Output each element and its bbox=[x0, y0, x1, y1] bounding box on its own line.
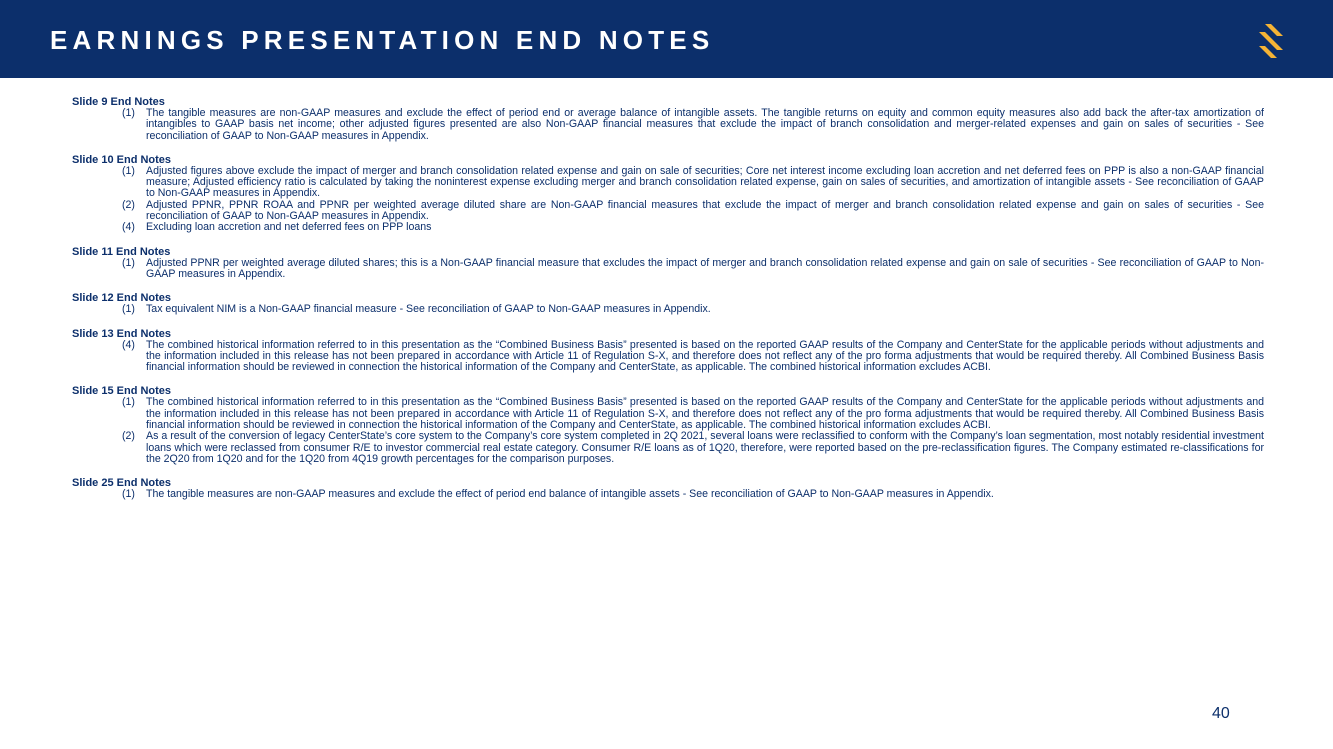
note-number: (2) bbox=[122, 430, 135, 443]
end-notes-section bbox=[72, 385, 1264, 465]
note-number: (1) bbox=[122, 164, 135, 177]
end-notes-section bbox=[72, 246, 1264, 281]
end-note bbox=[72, 166, 1264, 200]
note-text: The combined historical information referred to in this presentation as the “Combined Business Basis” presented is based on the reported GAAP results of the Company and CenterState for the applicable periods without adjustments and the information included in this release has not been prepared in accordance with Article 11 of Regulation S-X, and therefore does not reflect any of the pro forma adjustments that would be required thereby. All Combined Business Basis financial information should be reviewed in connection the historical information of the Company and CenterState, as applicable. The combined historical information excludes ACBI. bbox=[146, 338, 1264, 374]
end-note bbox=[72, 200, 1264, 223]
end-note bbox=[72, 489, 1264, 500]
note-number: (1) bbox=[122, 303, 135, 316]
end-note bbox=[72, 222, 1264, 233]
note-text: Adjusted PPNR per weighted average diluted shares; this is a Non-GAAP financial measure that excludes the impact of merger and branch consolidation related expense and gain on sale of securities - See reconciliation of GAAP to Non-GAAP measures in Appendix. bbox=[146, 256, 1264, 280]
note-number: (1) bbox=[122, 107, 135, 119]
note-number: (1) bbox=[122, 396, 135, 409]
section-title: Slide 12 End Notes bbox=[72, 292, 172, 305]
note-number: (1) bbox=[122, 256, 135, 269]
end-notes-section bbox=[72, 328, 1264, 374]
note-text: The tangible measures are non-GAAP measures and exclude the effect of period end or average balance of intangible assets. The tangible returns on equity and common equity measures also add back the after-tax amortization of intangibles to GAAP basis net income; other adjusted figures presented are also Non-GAAP financial measures that exclude the impact of branch consolidation and merger-related expenses and gain on sales of securities - See reconciliation of GAAP to Non-GAAP measures in Appendix. bbox=[146, 107, 1264, 142]
note-text: As a result of the conversion of legacy CenterState’s core system to the Company’s core system completed in 2Q 2021, several loans were reclassified to conform with the Company’s loan segmentation, most notably residential investment loans which were reclassed from consumer R/E to investor commercial real estate category. Consumer R/E loans as of 1Q20, therefore, were reported based on the pre-reclassification figures. The Company estimated re-classifications for the 2Q20 from 1Q20 and for the 1Q20 from 4Q19 growth percentages for the comparison purposes. bbox=[146, 430, 1264, 465]
end-note bbox=[72, 397, 1264, 431]
note-text: Excluding loan accretion and net deferred fees on PPP loans bbox=[146, 221, 432, 234]
section-title: Slide 11 End Notes bbox=[72, 245, 171, 258]
section-title: Slide 25 End Notes bbox=[72, 477, 172, 490]
end-note bbox=[72, 431, 1264, 465]
end-notes-content bbox=[72, 96, 1264, 513]
page-number: 40 bbox=[1212, 705, 1230, 722]
note-number: (2) bbox=[122, 198, 135, 211]
end-note bbox=[72, 258, 1264, 281]
page-title: EARNINGS PRESENTATION END NOTES bbox=[50, 25, 715, 55]
section-title: Slide 13 End Notes bbox=[72, 327, 172, 340]
note-text: Adjusted figures above exclude the impact of merger and branch consolidation related expense and gain on sale of securities; Core net interest income excluding loan accretion and net deferred fees on PPP is also a non-GAAP financial measure; Adjusted efficiency ratio is calculated by taking the noninterest expense excluding merger and branch consolidation related expense, gain on sales of securities, and amortization of intangible assets - See reconciliation of GAAP to Non-GAAP measures in Appendix. bbox=[146, 164, 1264, 200]
header-bar bbox=[0, 0, 1333, 78]
end-note bbox=[72, 340, 1264, 374]
section-title: Slide 10 End Notes bbox=[72, 153, 172, 166]
end-notes-section bbox=[72, 96, 1264, 142]
end-note bbox=[72, 304, 1264, 315]
section-title: Slide 15 End Notes bbox=[72, 385, 172, 398]
end-notes-section bbox=[72, 292, 1264, 315]
note-text: The combined historical information referred to in this presentation as the “Combined Business Basis” presented is based on the reported GAAP results of the Company and CenterState for the applicable periods without adjustments and the information included in this release has not been prepared in accordance with Article 11 of Regulation S-X, and therefore does not reflect any of the pro forma adjustments that would be required thereby. All Combined Business Basis financial information should be reviewed in connection the historical information of the Company and CenterState, as applicable. The combined historical information excludes ACBI. bbox=[146, 396, 1264, 432]
end-notes-section bbox=[72, 154, 1264, 234]
end-note bbox=[72, 108, 1264, 142]
s-logo-icon bbox=[1256, 22, 1286, 60]
note-number: (4) bbox=[122, 338, 135, 351]
note-number: (1) bbox=[122, 488, 135, 501]
note-text: Tax equivalent NIM is a Non-GAAP financial measure - See reconciliation of GAAP to Non-GAAP measures in Appendix. bbox=[146, 303, 711, 316]
end-notes-section bbox=[72, 477, 1264, 500]
section-title: Slide 9 End Notes bbox=[72, 96, 165, 108]
note-text: Adjusted PPNR, PPNR ROAA and PPNR per weighted average diluted share are Non-GAAP financial measures that exclude the impact of merger and branch consolidation related expense and gain on sales of securities - See reconciliation of GAAP to Non-GAAP measures in Appendix. bbox=[146, 198, 1264, 223]
note-number: (4) bbox=[122, 221, 135, 234]
note-text: The tangible measures are non-GAAP measures and exclude the effect of period end balance of intangible assets - See reconciliation of GAAP to Non-GAAP measures in Appendix. bbox=[146, 488, 994, 501]
